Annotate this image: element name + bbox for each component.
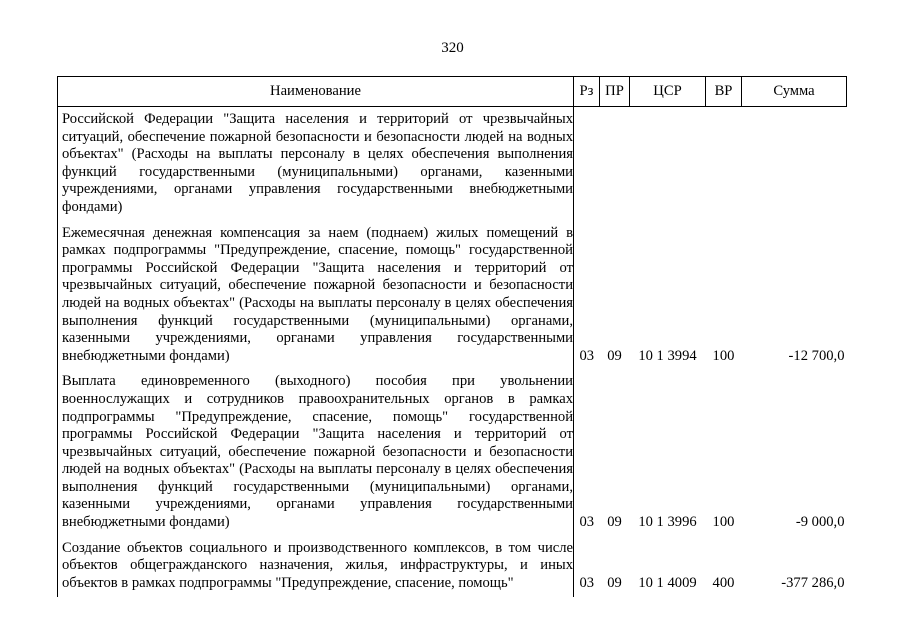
table-row	[58, 107, 847, 222]
row-pr: 09	[607, 514, 622, 531]
row-rz	[574, 107, 600, 222]
row-csr	[630, 107, 706, 222]
page-number: 320	[441, 40, 464, 56]
header-csr: ЦСР	[630, 77, 706, 107]
row-vr: 100	[712, 347, 735, 364]
row-name: Выплата единовременного (выходного) пособия при увольнении военнослужащих и сотрудников правоохранительных органов в рамках подпрограммы "Предупреждение, спасение, помощь" государственной программы Российской Федерации "Защита населения и территорий от чрезвычайных ситуаций, обеспечение пожарной безопасности и безопасности людей на водных объектах" (Расходы на выплаты персоналу в целях обеспечения выполнения функций государственными (муниципальными) органами, казенными учреждениями, органами управления государственными внебюджетными фондами)	[58, 370, 574, 536]
row-sum: -9 000,0	[795, 514, 845, 531]
row-pr: 09	[607, 347, 622, 364]
row-csr: 10 1 3996	[638, 514, 697, 531]
row-rz: 03	[579, 347, 595, 364]
row-rz: 03	[579, 574, 595, 591]
row-vr: 400	[712, 574, 735, 591]
header-sum: Сумма	[742, 77, 847, 107]
header-rz: Рз	[574, 77, 600, 107]
row-sum: -12 700,0	[788, 347, 845, 364]
row-rz: 03	[579, 514, 595, 531]
row-pr	[600, 107, 630, 222]
row-csr: 10 1 4009	[638, 574, 697, 591]
row-name: Создание объектов социального и производственного комплексов, в том числе объектов общегражданского назначения, жилья, инфраструктуры, и иных объектов в рамках подпрограммы "Предупреждение, спасение, помощь"	[58, 537, 574, 598]
table-header-row	[58, 77, 847, 107]
table-row	[58, 222, 847, 371]
row-vr	[706, 107, 742, 222]
header-name: Наименование	[58, 77, 574, 107]
row-vr: 100	[712, 514, 735, 531]
row-pr: 09	[607, 574, 622, 591]
header-pr: ПР	[600, 77, 630, 107]
table-row	[58, 370, 847, 536]
row-sum	[742, 107, 847, 222]
table-row	[58, 537, 847, 598]
header-vr: ВР	[706, 77, 742, 107]
row-name: Российской Федерации "Защита населения и территорий от чрезвычайных ситуаций, обеспечение пожарной безопасности и безопасности людей на водных объектах" (Расходы на выплаты персоналу в целях обеспечения выполнения функций государственными (муниципальными) органами, казенными учреждениями, органами управления государственными внебюджетными фондами)	[58, 107, 574, 222]
row-name: Ежемесячная денежная компенсация за наем (поднаем) жилых помещений в рамках подпрограммы "Предупреждение, спасение, помощь" государственной программы Российской Федерации "Защита населения и территорий от чрезвычайных ситуаций, обеспечение пожарной безопасности и безопасности людей на водных объектах" (Расходы на выплаты персоналу в целях обеспечения выполнения функций государственными (муниципальными) органами, казенными учреждениями, органами управления государственными внебюджетными фондами)	[58, 222, 574, 371]
row-sum: -377 286,0	[781, 574, 845, 591]
budget-table	[57, 76, 847, 597]
row-csr: 10 1 3994	[638, 347, 697, 364]
